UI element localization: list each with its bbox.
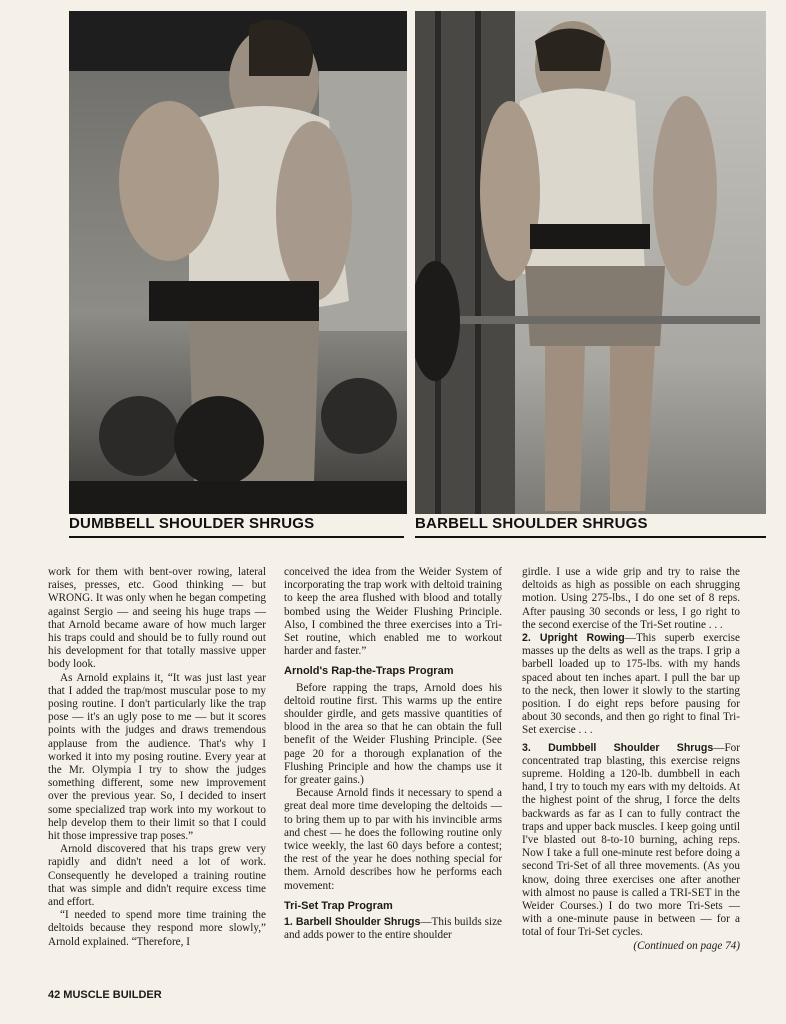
section-heading: Arnold's Rap-the-Traps Program bbox=[284, 665, 454, 678]
paragraph: Because Arnold finds it necessary to spend a great deal more time developing the deltoids — to bring them up to par with his invincible arms and chest — he does the following routine only twice weekly, the last 60 days before a contest; the rest of the year he does nothing special for them. Arnold describes how he performs each movement: bbox=[284, 787, 502, 892]
caption-rule-right bbox=[415, 536, 766, 538]
paragraph: Arnold discovered that his traps grew very rapidly and didn't need a lot of work. Consequently he developed a training routine that was simple and didn't require excess time and effort. bbox=[48, 843, 266, 909]
paragraph: girdle. I use a wide grip and try to raise the deltoids as high as possible on each shrugging motion. Using 275-lbs., I do one set of 8 reps. After pausing 30 seconds or less, I go right to the second exercise of the Tri-Set routine . . . bbox=[522, 566, 740, 631]
barbell-shrug-caption: BARBELL SHOULDER SHRUGS bbox=[415, 515, 648, 532]
dumbbell-shrug-photo bbox=[69, 11, 407, 514]
caption-rule-left bbox=[69, 536, 404, 538]
section-heading: Tri-Set Trap Program bbox=[284, 899, 393, 912]
paragraph: “I needed to spend more time training the deltoids because they respond more slowly,” Arnold explained. “Therefore, I bbox=[48, 909, 266, 948]
paragraph: conceived the idea from the Weider System of incorporating the trap work with deltoid training to keep the area flushed with blood and totally bombed using the Weider Flushing Principle. Also, I combined the three exercises into a Tri-Set routine, which enabled me to workout harder and faster.” bbox=[284, 566, 502, 658]
paragraph bbox=[284, 916, 502, 942]
paragraph bbox=[522, 742, 740, 940]
paragraph: As Arnold explains it, “It was just last year that I added the trap/most muscular pose to my posing routine. I don't particularly like the trap pose — it's an ugly pose to me — but it scores points with the judges and draws tremendous applause from the audience. That's why I worked it into my posing routine. Every year at the Mr. Olympia I try to show the judges something different, some new improvement over the previous year. So, I decided to insert some specialized trap work into my workout to help develop them to their limit so that I could hit those impressive trap poses.” bbox=[48, 671, 266, 843]
page-footer: 42 MUSCLE BUILDER bbox=[48, 989, 162, 1001]
paragraph: Before rapping the traps, Arnold does his deltoid routine first. This warms up the entire shoulder girdle, and gets massive quantities of blood in the area so that he can obtain the full benefit of the Weider Flushing Principle. (See page 20 for a thorough explanation of the Flushing Principle and how the champs use it for greater gains.) bbox=[284, 681, 502, 787]
exercise-heading: 3. Dumbbell Shoulder Shrugs bbox=[522, 741, 714, 754]
paragraph: work for them with bent-over rowing, lateral raises, presses, etc. Good thinking — but WRONG. It was only when he began competing against Sergio — and seeing his huge traps — that Arnold became aware of how much larger his traps could and should be to fully round out his development for that totally massive upper body look. bbox=[48, 566, 266, 671]
exercise-heading: 1. Barbell Shoulder Shrugs bbox=[284, 916, 421, 929]
paragraph bbox=[522, 632, 740, 738]
continued-notice: (Continued on page 74) bbox=[633, 939, 740, 952]
exercise-heading: 2. Upright Rowing bbox=[522, 632, 625, 645]
article-column-3 bbox=[522, 566, 740, 953]
exercise-text: —For concentrated trap blasting, this exercise reigns supreme. Holding a 120-lb. dumbbell in each hand, I try to touch my ears with my deltoids. At the highest point of the shrug, I force the delts backwards as far as I can to fully contract the traps and upper back muscles. I keep going until I've blasted out 8-to-10 burning, aching reps. Now I take a full one-minute rest before doing a second Tri-Set of all three movements. (As you know, doing three exercises one after another with almost no pause is called a TRI-SET in the Weider Courses.) I do two more Tri-Sets — with a one-minute pause in between — for a total of four Tri-Set cycles. bbox=[522, 741, 740, 939]
article-column-1 bbox=[48, 566, 266, 949]
exercise-text: —This builds size and adds power to the entire shoulder bbox=[284, 916, 502, 942]
exercise-text: —This superb exercise masses up the delts as well as the traps. I grip a barbell loaded up to 175-lbs. with my hands spaced about ten inches apart. I pull the bar up to the neck, then lower it slowly to the starting position. I do eight reps before pausing for about 30 seconds, and then go right to final Tri-Set exercise . . . bbox=[522, 632, 740, 737]
article-column-2 bbox=[284, 566, 502, 942]
dumbbell-shrug-caption: DUMBBELL SHOULDER SHRUGS bbox=[69, 515, 315, 532]
barbell-shrug-photo bbox=[415, 11, 766, 514]
